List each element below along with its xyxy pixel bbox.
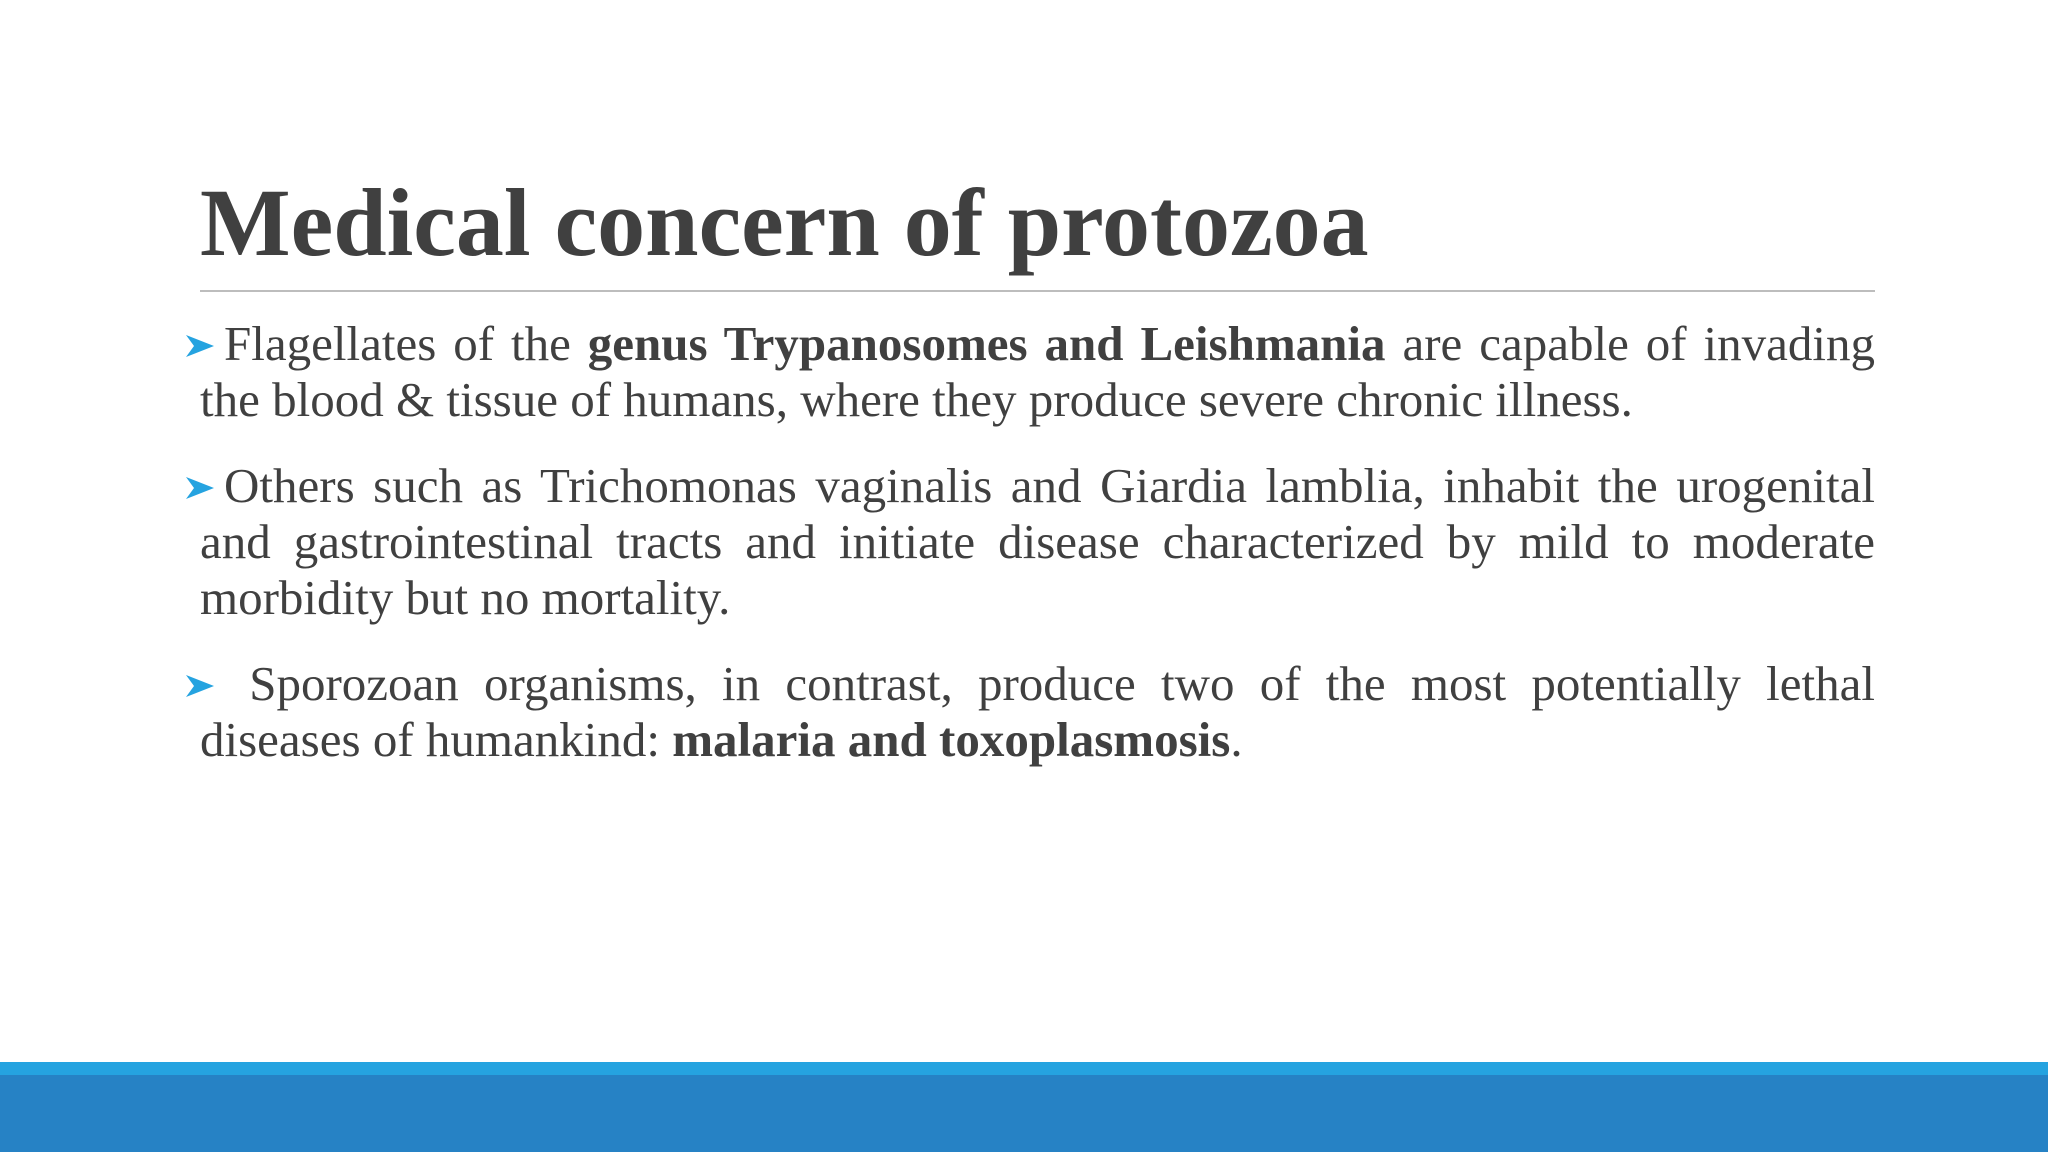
bullet-bold-text: genus Trypanosomes and Leishmania <box>587 316 1386 371</box>
arrow-bullet-icon <box>184 459 216 515</box>
footer-band <box>0 1075 2048 1152</box>
arrow-bullet-icon <box>184 317 216 373</box>
title-divider <box>200 290 1875 292</box>
arrow-bullet-icon <box>184 657 216 713</box>
bullet-text: are capable of invading the blood & tissue of humans, where they produce severe chronic illness. <box>200 316 1875 427</box>
bullet-text: Sporozoan organisms, in contrast, produce two of the most potentially lethal diseases of humankind: <box>200 656 1875 767</box>
bullet-list <box>200 316 1875 798</box>
slide-title: Medical concern of protozoa <box>200 169 1369 276</box>
bullet-item <box>200 458 1875 626</box>
bullet-item <box>200 316 1875 428</box>
bullet-text: Others such as Trichomonas vaginalis and Giardia lamblia, inhabit the urogenital and gastrointestinal tracts and initiate disease characterized by mild to moderate morbidity but no mortality. <box>200 458 1875 625</box>
bullet-item <box>200 656 1875 768</box>
bullet-text: . <box>1230 712 1243 767</box>
footer-accent-band <box>0 1062 2048 1075</box>
bullet-text: Flagellates of the <box>224 316 588 371</box>
bullet-bold-text: malaria and toxoplasmosis <box>672 712 1231 767</box>
